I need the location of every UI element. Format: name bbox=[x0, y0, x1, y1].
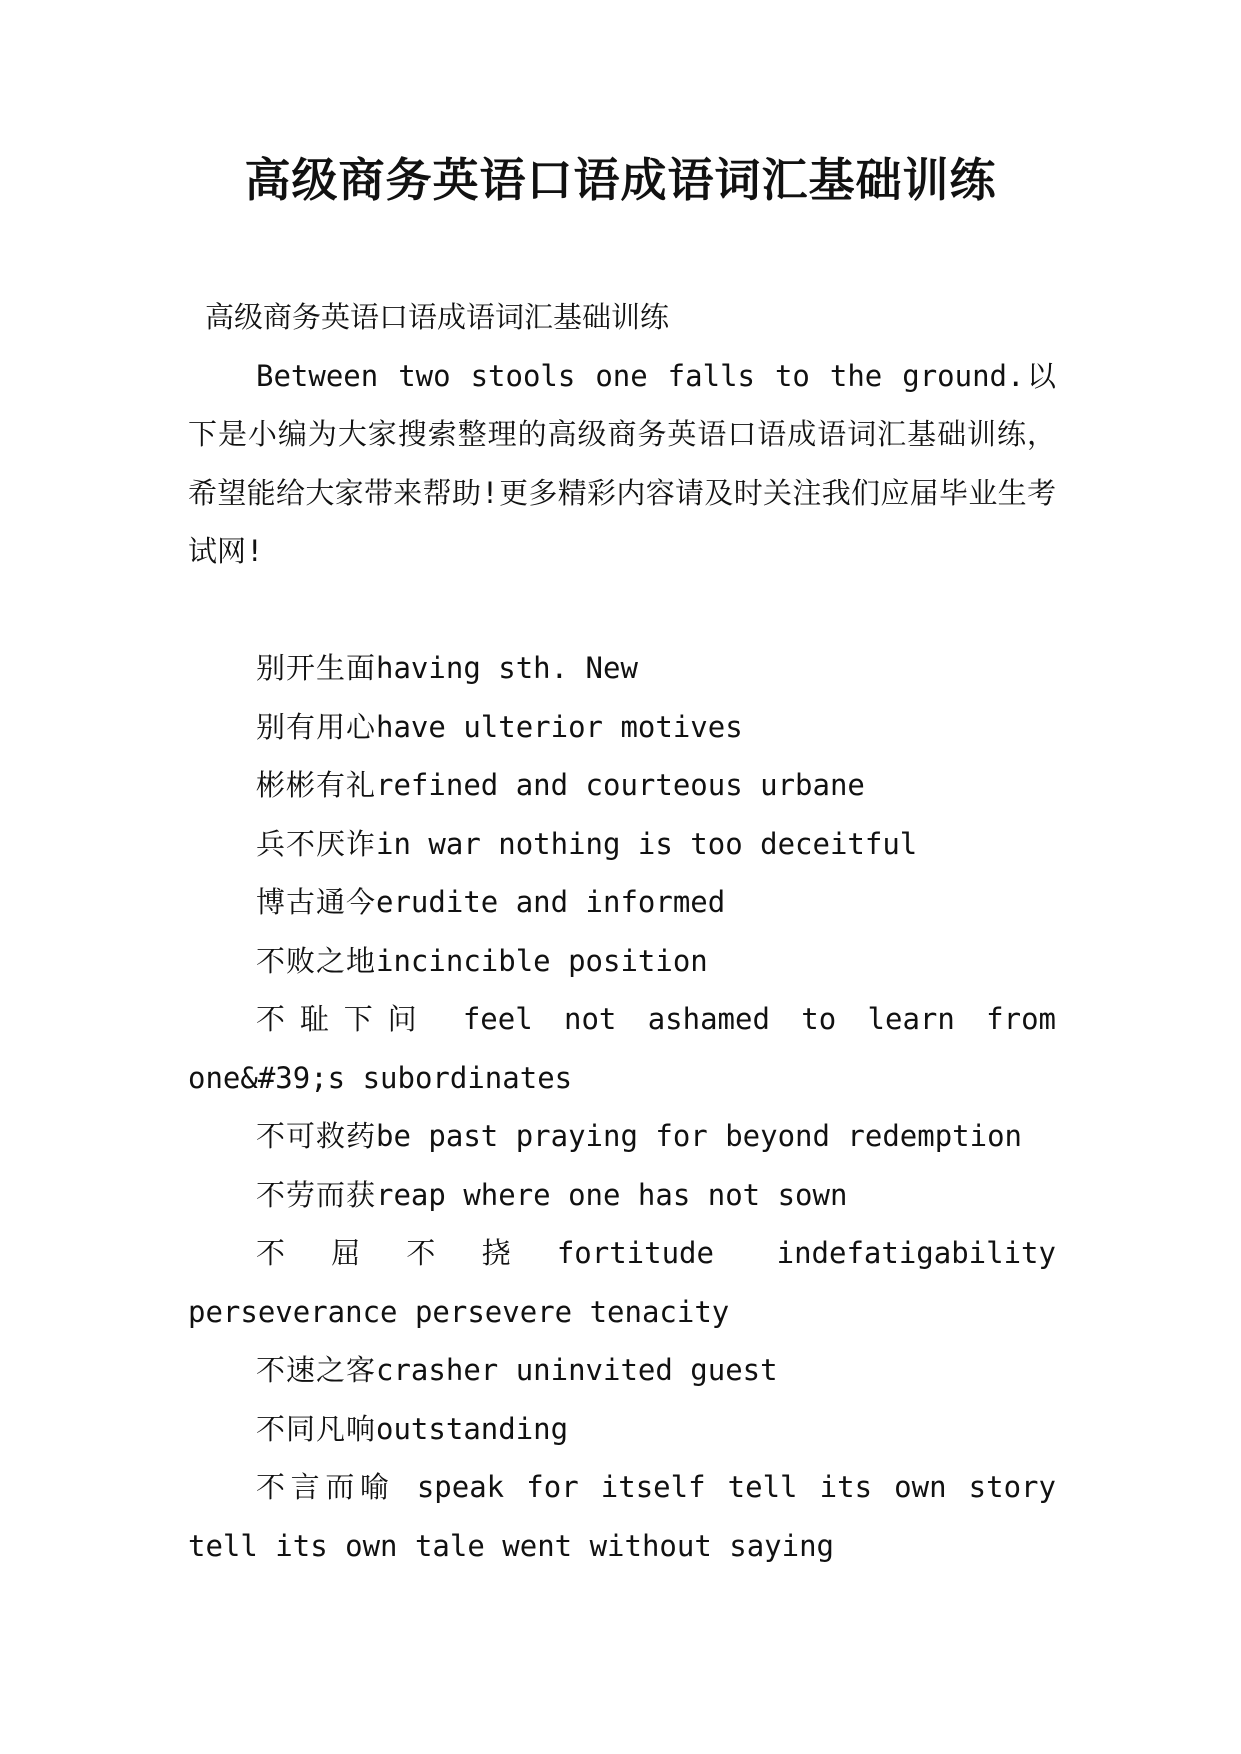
entry-english: erudite and informed bbox=[376, 885, 726, 919]
vocab-entry bbox=[188, 873, 1056, 932]
vocab-entry bbox=[188, 1341, 1056, 1400]
entry-english: be past praying for beyond redemption bbox=[376, 1119, 1023, 1153]
vocab-entry bbox=[188, 1166, 1056, 1225]
entry-chinese: 别有用心 bbox=[256, 709, 377, 744]
entry-chinese: 不言而喻 bbox=[256, 1470, 395, 1504]
entry-english: having sth. New bbox=[376, 651, 638, 685]
document-body bbox=[188, 288, 1056, 1575]
document-title: 高级商务英语口语成语词汇基础训练 bbox=[244, 153, 997, 207]
vocab-entry bbox=[188, 1224, 1056, 1341]
entry-chinese: 不耻下问 bbox=[256, 1002, 432, 1036]
entry-english: in war nothing is too deceitful bbox=[376, 826, 918, 861]
entry-english: have ulterior motives bbox=[376, 709, 743, 744]
entry-english: outstanding bbox=[376, 1411, 569, 1446]
vocab-entry bbox=[188, 990, 1056, 1107]
vocab-entry bbox=[188, 639, 1056, 698]
vocab-entry bbox=[188, 932, 1056, 991]
entry-chinese: 不同凡响 bbox=[256, 1411, 377, 1446]
entry-chinese: 兵不厌诈 bbox=[256, 826, 377, 861]
entry-english: refined and courteous urbane bbox=[376, 768, 865, 802]
vocab-entry bbox=[188, 815, 1056, 874]
vocab-entry bbox=[188, 756, 1056, 815]
entry-english: fortitude indefatigability perseverance persevere tenacity bbox=[188, 1236, 1056, 1329]
entry-english: feel not ashamed to learn from one&#39;s subordinates bbox=[188, 1002, 1056, 1095]
entry-chinese: 博古通今 bbox=[256, 885, 377, 919]
vocab-entry bbox=[188, 698, 1056, 757]
entry-chinese: 不速之客 bbox=[256, 1353, 377, 1387]
entry-chinese: 不可救药 bbox=[256, 1119, 377, 1153]
entry-english: speak for itself tell its own story tell its own tale went without saying bbox=[188, 1470, 1056, 1563]
entry-english: reap where one has not sown bbox=[376, 1177, 848, 1212]
entry-chinese: 彬彬有礼 bbox=[256, 768, 377, 802]
intro-paragraph: Between two stools one falls to the ground.以下是小编为大家搜索整理的高级商务英语口语成语词汇基础训练，希望能给大家带来帮助!更多精彩内容请及时关注我们应届毕业生考试网! bbox=[188, 358, 1056, 568]
vocab-entry bbox=[188, 1107, 1056, 1166]
document-subtitle: 高级商务英语口语成语词汇基础训练 bbox=[205, 300, 670, 334]
entry-chinese: 不劳而获 bbox=[256, 1177, 377, 1212]
entry-chinese: 不败之地 bbox=[256, 943, 377, 978]
vocab-entry bbox=[188, 1400, 1056, 1459]
entry-english: crasher uninvited guest bbox=[376, 1353, 778, 1387]
entry-chinese: 别开生面 bbox=[256, 651, 377, 685]
entry-chinese: 不屈不挠 bbox=[256, 1236, 557, 1270]
paragraph-spacer bbox=[188, 581, 1056, 640]
entry-english: incincible position bbox=[376, 943, 708, 978]
vocab-entry bbox=[188, 1458, 1056, 1575]
